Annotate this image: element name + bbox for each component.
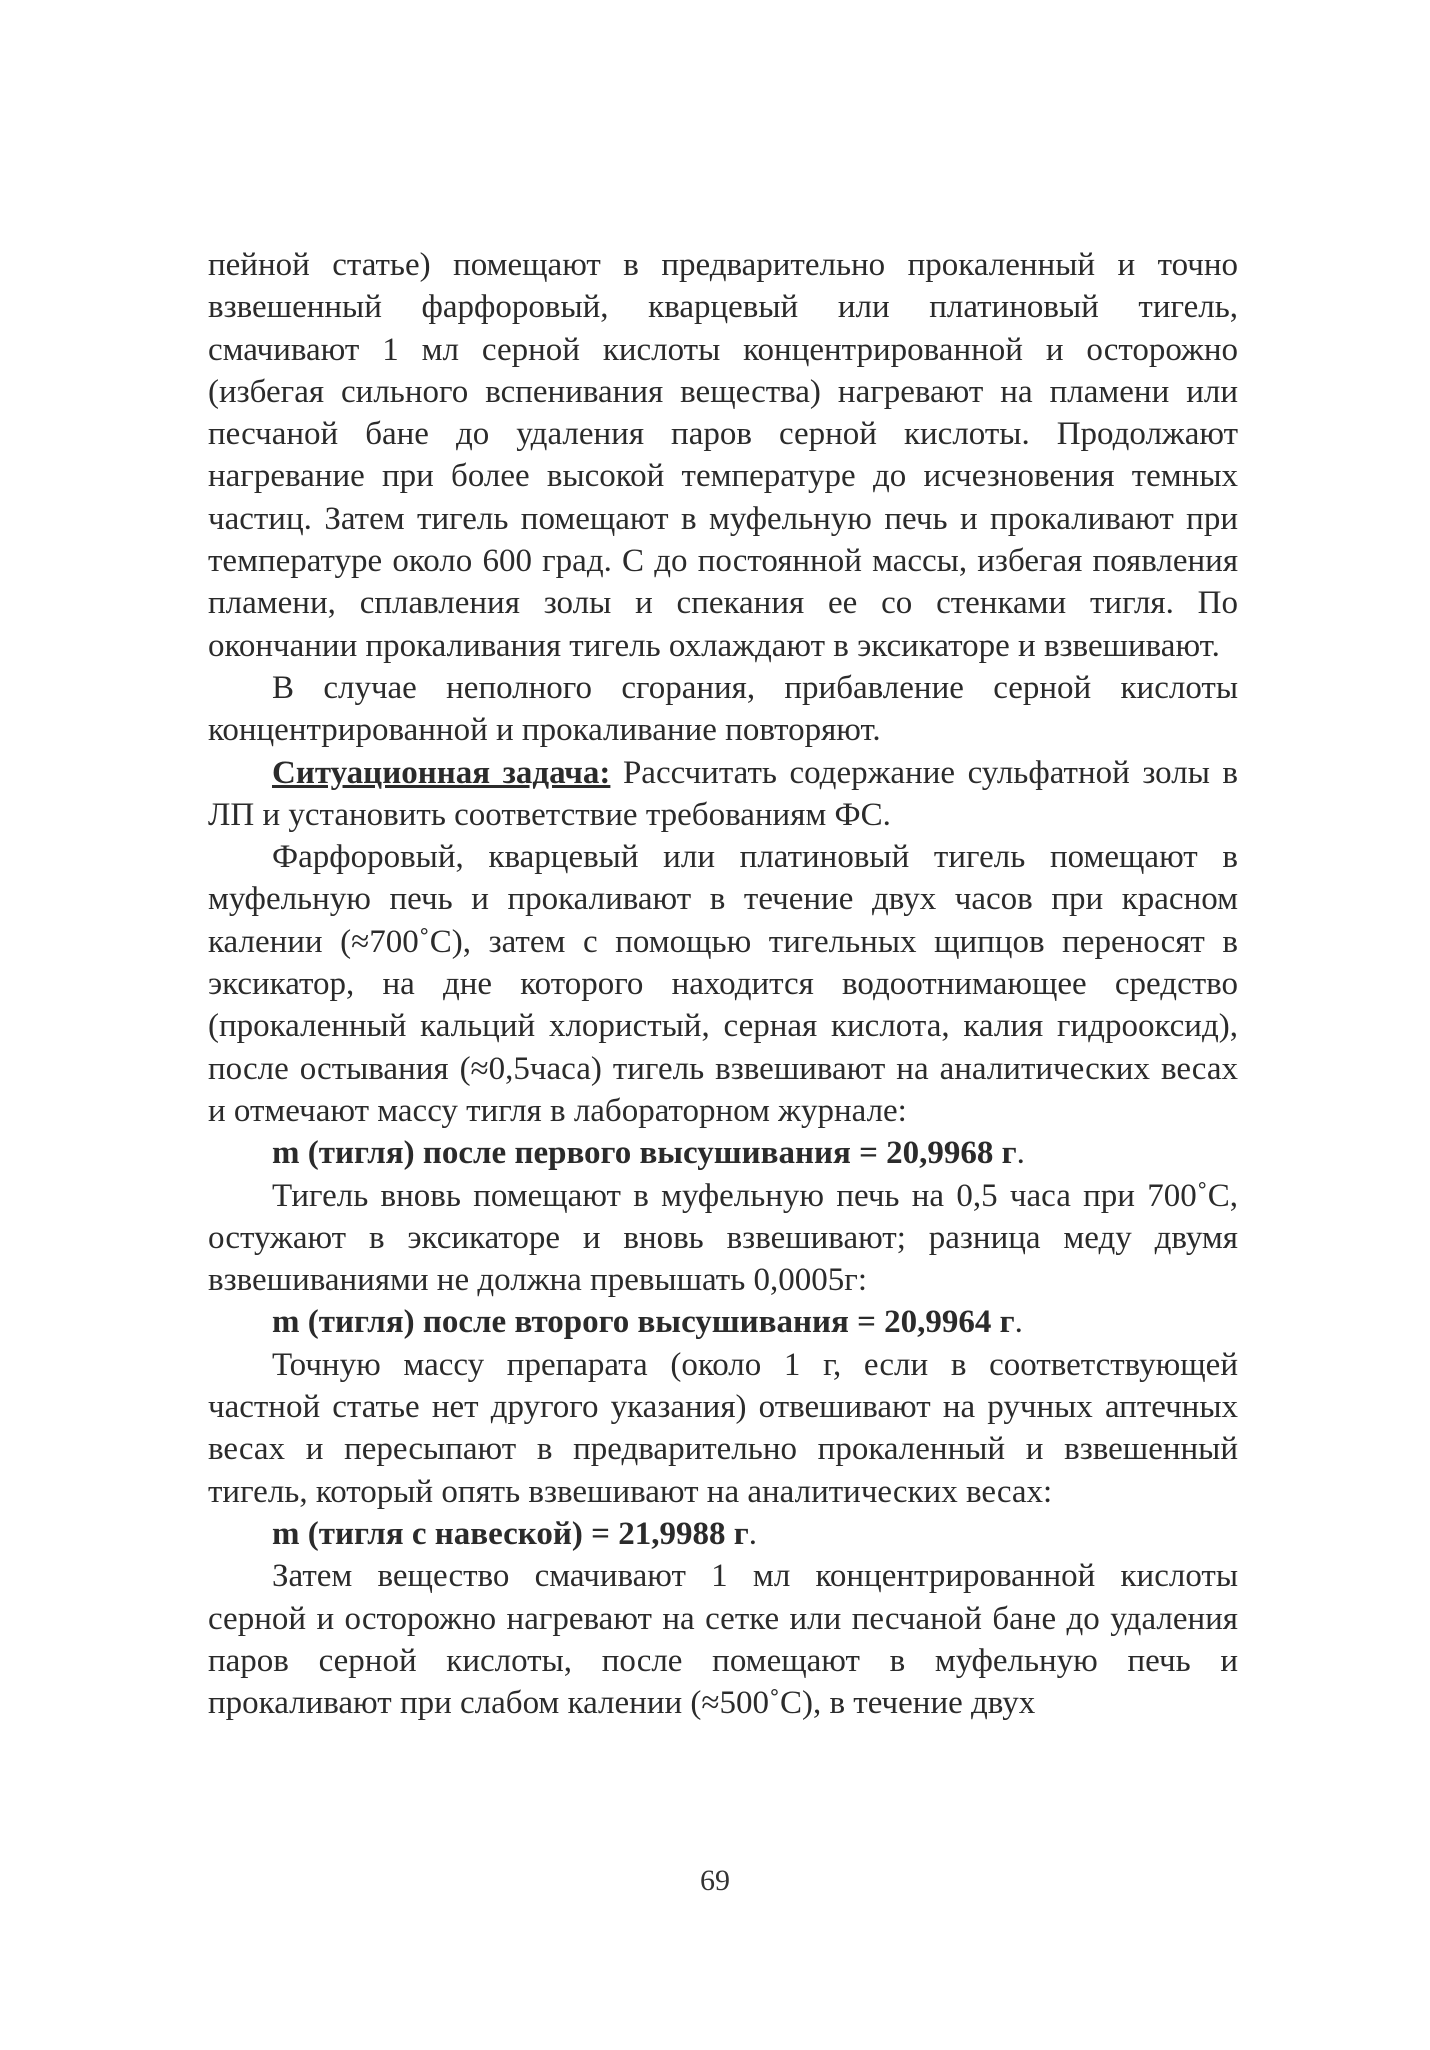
paragraph-ash-procedure: пейной статье) помещают в предварительно прокаленный и точно взвешенный фарфоровый, кварцевый или платиновый тигель, смачивают 1 мл серной кислоты концентрированной и осторожно (избегая сильного вспенивания вещества) нагревают на пламени или песчаной бане до удаления паров серной кислоты. Продолжают нагревание при более высокой температуре до исчезновения темных частиц. Затем тигель помещают в муфельную печь и прокаливают при температуре около 600 град. С до постоянной массы, избегая появления пламени, сплавления золы и спекания ее со стенками тигля. По окончании прокаливания тигель охлаждают в эксикаторе и взвешивают. [208,247,1238,664]
formula-first-drying [208,1132,1238,1174]
formula-second-drying [208,1301,1238,1343]
paragraph-situational-task [208,752,1238,837]
paragraph-acid-treatment: Затем вещество смачивают 1 мл концентрированной кислоты серной и осторожно нагревают на сетке или песчаной бане до удаления паров серной кислоты, после помещают в муфельную печь и прокаливают при слабом калении (≈500˚С), в течение двух [208,1558,1238,1722]
task-text: Рассчитать содержание сульфатной золы в ЛП и установить соответствие требованиям ФС. [208,754,1239,833]
formula-crucible-with-sample-dot: . [748,1515,757,1552]
paragraph-second-heating: Тигель вновь помещают в муфельную печь на 0,5 часа при 700˚С, остужают в эксикаторе и вновь взвешивают; разница меду двумя взвешиваниями не должна превышать 0,0005г: [208,1177,1238,1299]
formula-crucible-with-sample-text: m (тигля с навеской) = 21,9988 г [272,1515,749,1552]
formula-first-drying-text: m (тигля) после первого высушивания = 20,9968 г [272,1135,1017,1172]
page-body [208,244,1238,1724]
paragraph-crucible-prep: Фарфоровый, кварцевый или платиновый тигель помещают в муфельную печь и прокаливают в течение двух часов при красном калении (≈700˚С), затем с помощью тигельных щипцов переносят в эксикатор, на дне которого находится водоотнимающее средство (прокаленный кальций хлористый, серная кислота, калия гидрооксид), после остывания (≈0,5часа) тигель взвешивают на аналитических весах и отмечают массу тигля в лабораторном журнале: [208,839,1238,1129]
paragraph-sample-weighing: Точную массу препарата (около 1 г, если в соответствующей частной статье нет другого указания) отвешивают на ручных аптечных весах и пересыпают в предварительно прокаленный и взвешенный тигель, который опять взвешивают на аналитических весах: [208,1346,1238,1510]
formula-second-drying-dot: . [1014,1304,1023,1341]
formula-second-drying-text: m (тигля) после второго высушивания = 20,9964 г [272,1304,1015,1341]
task-label: Ситуационная задача: [272,754,611,791]
page-number: 69 [700,1864,730,1897]
formula-crucible-with-sample [208,1513,1238,1555]
formula-first-drying-dot: . [1016,1135,1025,1172]
paragraph-incomplete-combustion: В случае неполного сгорания, прибавление серной кислоты концентрированной и прокаливание повторяют. [208,669,1238,749]
